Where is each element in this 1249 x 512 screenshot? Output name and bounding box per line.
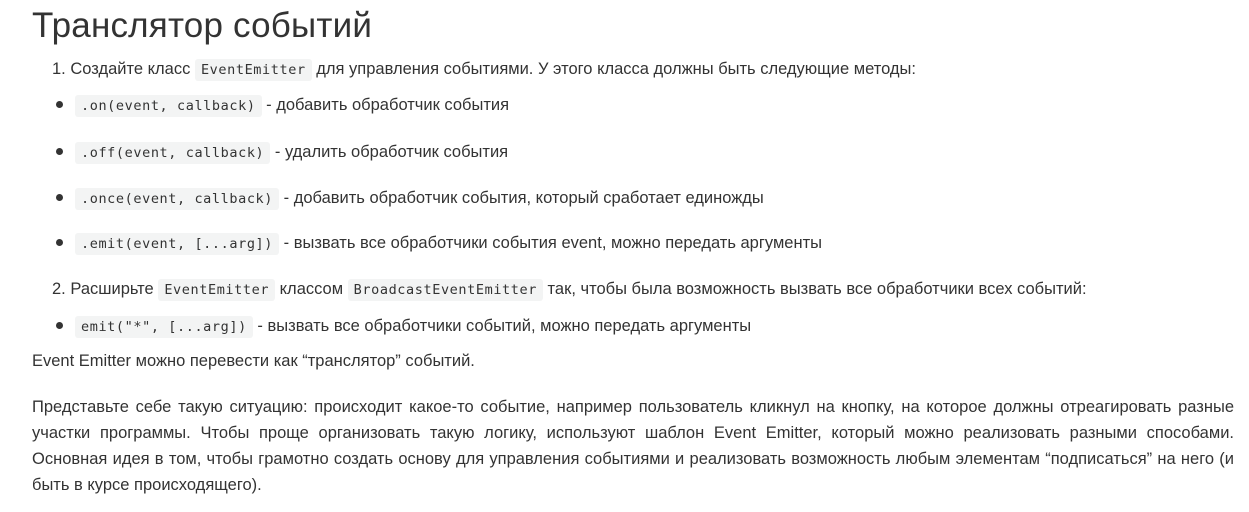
list-item-text: - добавить обработчик события xyxy=(266,96,510,114)
step-1-number: 1. xyxy=(52,60,66,78)
step-2-number: 2. xyxy=(52,280,66,298)
list-item-text: - вызвать все обработчики события event, можно передать аргументы xyxy=(283,234,822,252)
list-item-off xyxy=(75,141,508,164)
description-paragraph xyxy=(32,394,1234,498)
paragraph-text: Представьте себе такую ситуацию: происходит какое-то событие, например пользователь кликнул на кнопку, на которое должны отреагировать разные участки программы. Чтобы проще организовать такую логику, используют шаблон Event Emitter, который можно реализовать разными способами. Основная идея в том, чтобы грамотно создать основу для управления событиями и реализовать возможность любым элементам “подписаться” на него (и быть в курсе происходящего). xyxy=(32,398,1234,494)
code-off: .off(event, callback) xyxy=(75,142,270,164)
list-item-text: - вызвать все обработчики событий, можно передать аргументы xyxy=(257,317,752,335)
code-event-emitter: EventEmitter xyxy=(195,59,312,81)
list-item-text: - удалить обработчик события xyxy=(274,143,509,161)
bullet-icon xyxy=(56,322,63,329)
code-emit: .emit(event, [...arg]) xyxy=(75,233,279,255)
list-item-once xyxy=(75,187,764,210)
step-1 xyxy=(52,58,916,81)
page-title: Транслятор событий xyxy=(32,6,373,45)
list-item-broadcast-emit xyxy=(75,315,751,338)
list-item-emit xyxy=(75,232,822,255)
bullet-icon xyxy=(56,194,63,201)
step-1-text-after: для управления событиями. У этого класса должны быть следующие методы: xyxy=(316,60,916,78)
code-once: .once(event, callback) xyxy=(75,188,279,210)
code-broadcast-event-emitter: BroadcastEventEmitter xyxy=(348,279,543,301)
step-2-text-before: Расширьте xyxy=(70,280,154,298)
step-1-text-before: Создайте класс xyxy=(70,60,191,78)
code-broadcast-emit: emit("*", [...arg]) xyxy=(75,316,253,338)
code-event-emitter: EventEmitter xyxy=(158,279,275,301)
list-item-on xyxy=(75,94,509,117)
bullet-icon xyxy=(56,148,63,155)
bullet-icon xyxy=(56,101,63,108)
step-2-text-middle: классом xyxy=(279,280,344,298)
bullet-icon xyxy=(56,239,63,246)
note-text: Event Emitter можно перевести как “транслятор” событий. xyxy=(32,352,475,370)
list-item-text: - добавить обработчик события, который сработает единожды xyxy=(283,189,764,207)
code-on: .on(event, callback) xyxy=(75,95,262,117)
step-2-text-after: так, чтобы была возможность вызвать все обработчики всех событий: xyxy=(547,280,1087,298)
step-2 xyxy=(52,278,1087,301)
